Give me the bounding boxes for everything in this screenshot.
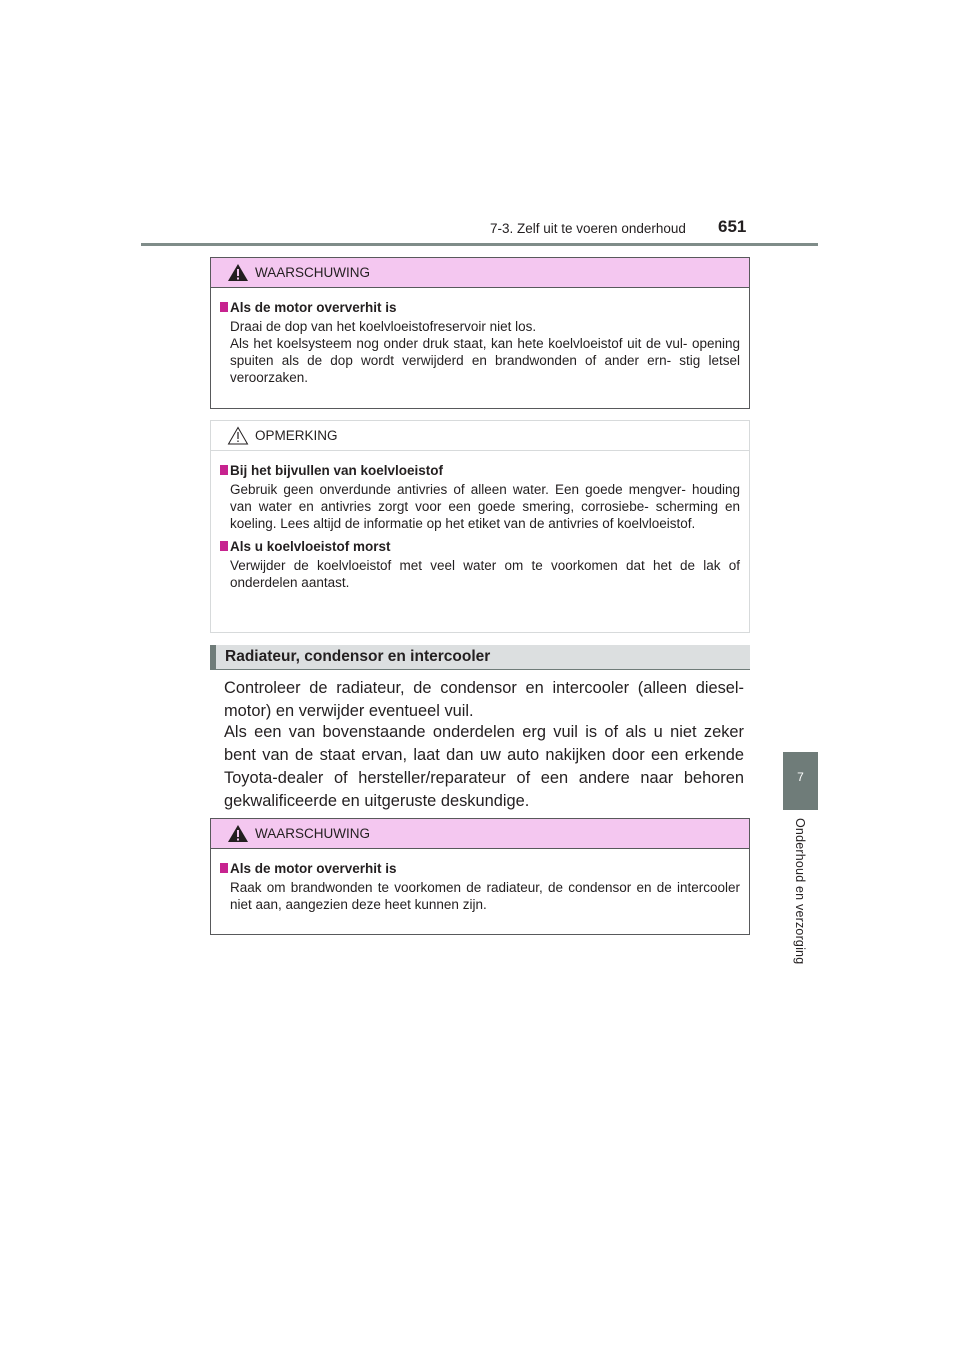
notice-item	[220, 462, 740, 532]
notice-item-text: Verwijder de koelvloeistof met veel water om te voorkomen dat het de lak of onderdelen aantast.	[230, 558, 740, 590]
notice-item	[220, 538, 740, 591]
notice-heading: OPMERKING	[255, 428, 338, 443]
warning-item-title	[220, 860, 740, 877]
notice-item-title	[220, 462, 740, 479]
chapter-tab-label: Onderhoud en verzorging	[793, 818, 807, 965]
warning-item-title-text: Als de motor oververhit is	[230, 300, 397, 315]
warning-item	[220, 299, 740, 386]
notice-box-coolant	[210, 420, 750, 633]
chapter-tab-number: 7	[797, 770, 804, 784]
notice-box-header	[211, 421, 749, 451]
bullet-square-icon	[220, 302, 228, 312]
chapter-section-title: 7-3. Zelf uit te voeren onderhoud	[490, 221, 686, 236]
warning-item-title	[220, 299, 740, 316]
body-paragraph: Als een van bovenstaande onderdelen erg vuil is of als u niet zeker bent van de staat ervan, laat dan uw auto nakijken door een erkende Toyota-dealer of hersteller/reparateur of een andere naar behoren gekwalificeerde en uitgeruste deskundige.	[224, 723, 744, 810]
warning-heading: WAARSCHUWING	[255, 265, 370, 280]
warning-item	[220, 860, 740, 913]
warning-triangle-icon	[227, 263, 249, 282]
notice-item-title-text: Als u koelvloeistof morst	[230, 539, 391, 554]
section-heading	[210, 645, 750, 669]
section-title: Radiateur, condensor en intercooler	[225, 648, 491, 665]
section-heading-rule	[210, 669, 750, 670]
body-paragraph: Controleer de radiateur, de condensor en intercooler (alleen diesel- motor) en verwijder eventueel vuil.	[224, 679, 744, 720]
warning-box-header	[211, 819, 749, 849]
warning-item-text: Als het koelsysteem nog onder druk staat, kan hete koelvloeistof uit de vul- opening spuiten als de dop wordt verwijderd en brandwonden of ander ern- stig letsel veroorzaken.	[230, 336, 740, 385]
bullet-square-icon	[220, 541, 228, 551]
page-number: 651	[718, 217, 747, 236]
warning-box-coolant-cap	[210, 257, 750, 409]
warning-item-text: Raak om brandwonden te voorkomen de radiateur, de condensor en de intercooler niet aan, aangezien deze heet kunnen zijn.	[230, 880, 740, 912]
warning-item-text: Draai de dop van het koelvloeistofreservoir niet los.	[230, 319, 537, 334]
caution-triangle-icon	[227, 426, 249, 445]
bullet-square-icon	[220, 863, 228, 873]
warning-box-header	[211, 258, 749, 288]
notice-item-title	[220, 538, 740, 555]
warning-item-title-text: Als de motor oververhit is	[230, 861, 397, 876]
warning-box-radiator	[210, 818, 750, 935]
section-heading-bar	[210, 645, 216, 669]
notice-item-title-text: Bij het bijvullen van koelvloeistof	[230, 463, 444, 478]
warning-heading: WAARSCHUWING	[255, 826, 370, 841]
bullet-square-icon	[220, 465, 228, 475]
notice-item-text: Gebruik geen onverdunde antivries of alleen water. Een goede mengver- houding van water en antivries zorgt voor een goede smering, corrosiebe- scherming en koeling. Lees altijd de informatie op het etiket van de antivries of koelvloeistof.	[230, 482, 740, 531]
header-divider	[141, 243, 818, 246]
warning-triangle-icon	[227, 824, 249, 843]
